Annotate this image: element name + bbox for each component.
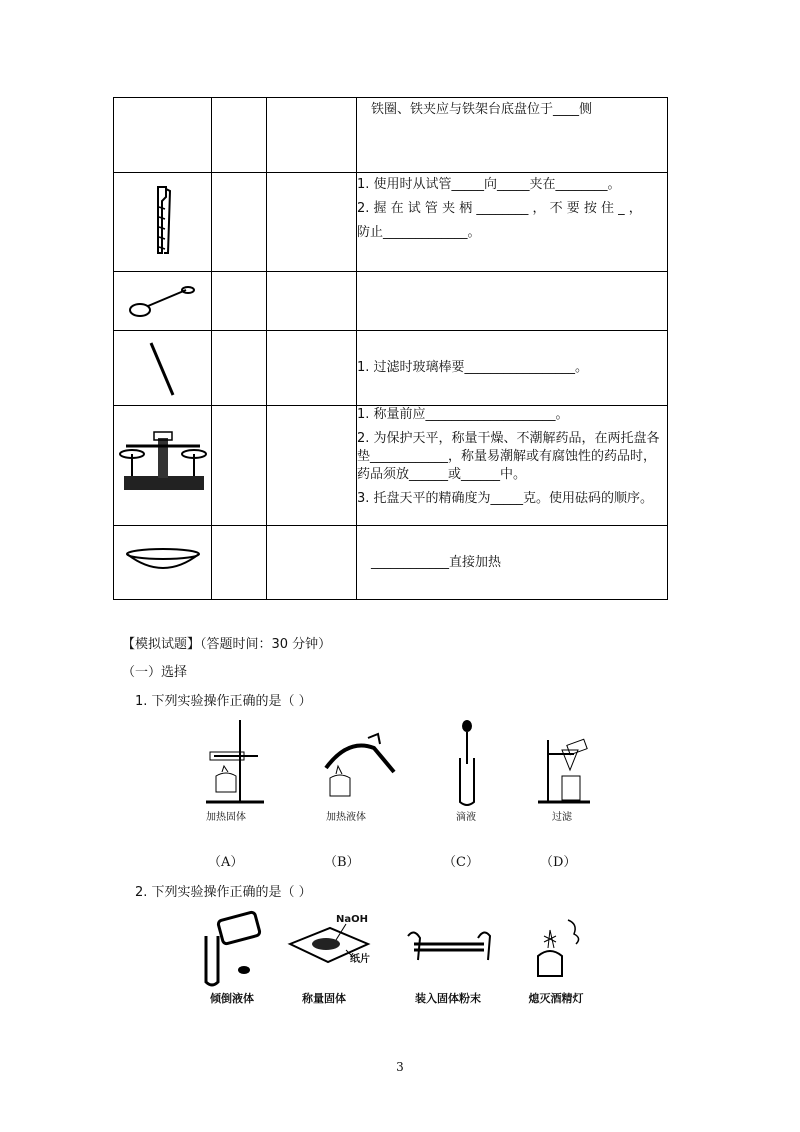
section-title: 【模拟试题】（答题时间：30 分钟） — [122, 637, 332, 652]
heating-liquid-figure — [318, 728, 398, 808]
balance-icon — [118, 424, 208, 494]
apparatus-image-cell — [114, 331, 212, 406]
test-tube-holder-icon — [148, 183, 178, 258]
figure-label: 加热固体 — [206, 812, 246, 823]
apparatus-table — [113, 97, 668, 600]
option-a: （A） — [208, 855, 244, 870]
heating-solid-figure — [200, 716, 270, 806]
medicine-spoon-icon — [128, 282, 198, 322]
usage-cell — [357, 272, 668, 331]
usage-cell: ____________直接加热 — [357, 526, 668, 600]
figure-label: 称量固体 — [302, 992, 346, 1005]
figure-label: 滴液 — [456, 812, 476, 823]
table-row — [114, 526, 668, 600]
filtration-figure — [534, 736, 594, 806]
apparatus-image-cell — [114, 98, 212, 173]
usage-cell: 1. 称量前应____________________。 2. 为保护天平，称量干燥、不潮解药品，在两托盘各垫____________，称量易潮解或有腐蚀性的药品时，药品须放______或______中。 3. 托盘天平的精确度为_____克。使用砝码的顺序。 — [357, 406, 668, 526]
pouring-liquid-figure — [200, 910, 270, 990]
figure-label: 过滤 — [552, 812, 572, 823]
dropping-liquid-figure — [452, 718, 482, 808]
page-number: 3 — [396, 1060, 404, 1074]
table-row — [114, 173, 668, 272]
option-c: （C） — [443, 855, 479, 870]
usage-cell: 1. 使用时从试管_____向_____夹在________。 2. 握 在 试 管 夹 柄 ________ ， 不 要 按 住 _ ， 防止_____________。 — [357, 173, 668, 272]
section-subtitle: （一）选择 — [122, 665, 188, 680]
apparatus-image-cell — [114, 406, 212, 526]
figure-label: 加热液体 — [326, 812, 366, 823]
loading-powder-figure — [404, 926, 494, 966]
table-row — [114, 406, 668, 526]
table-row — [114, 98, 668, 173]
apparatus-image-cell — [114, 173, 212, 272]
option-b: （B） — [324, 855, 360, 870]
figure-label: 倾倒液体 — [210, 992, 254, 1005]
naoh-label: NaOH — [336, 914, 368, 925]
table-row — [114, 331, 668, 406]
paper-label: 纸片 — [350, 954, 370, 965]
usage-cell: 铁圈、铁夹应与铁架台底盘位于____侧 — [357, 98, 668, 173]
option-d: （D） — [540, 855, 577, 870]
evaporating-dish-icon — [123, 546, 203, 576]
figure-label: 装入固体粉末 — [415, 992, 481, 1005]
apparatus-image-cell — [114, 526, 212, 600]
extinguish-lamp-figure — [526, 916, 586, 982]
figure-label: 熄灭酒精灯 — [528, 992, 584, 1005]
glass-rod-icon — [143, 339, 183, 399]
question-1-stem: 1. 下列实验操作正确的是（ ） — [135, 694, 312, 709]
apparatus-image-cell — [114, 272, 212, 331]
table-row — [114, 272, 668, 331]
usage-cell: 1. 过滤时玻璃棒要_________________。 — [357, 331, 668, 406]
question-2-stem: 2. 下列实验操作正确的是（ ） — [135, 885, 312, 900]
